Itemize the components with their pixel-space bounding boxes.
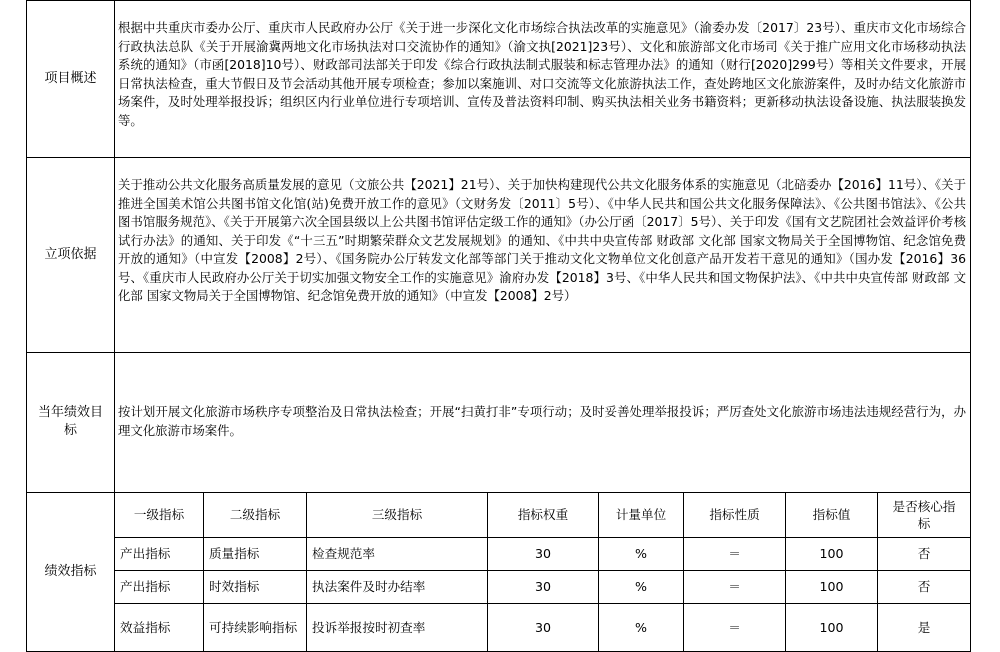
goal-text: 按计划开展文化旅游市场秩序专项整治及日常执法检查；开展“扫黄打非”专项行动；及时妥善处理举报投诉；严厉查处文化旅游市场违法违规经营行为，办理文化旅游市场案件。 bbox=[118, 404, 966, 438]
table-row-2-unit: % bbox=[635, 579, 647, 594]
header-nature: 指标性质 bbox=[709, 507, 760, 522]
indicators-label: 绩效指标 bbox=[44, 564, 97, 579]
goal-label: 当年绩效目标 bbox=[37, 405, 103, 438]
overview-label: 项目概述 bbox=[44, 70, 97, 86]
table-row-3-level2: 可持续影响指标 bbox=[209, 619, 298, 635]
basis-text: 关于推动公共文化服务高质量发展的意见（文旅公共【2021】21号）、关于加快构建现代公共文化服务体系的实施意见（北碚委办【2016】11号）、《关于推进全国美术馆公共图书馆文化馆(站)免费开放工作的意见》（文财务发〔2011〕5号）、《中华人民共和国公共文化服务保障法》、《公共图书馆法》、《公共图书馆服务规范》、《关于开展第六次全国县级以上公共图书馆评估定级工作的通知》（办公厅函〔2017〕5号）、关于印发《国有文艺院团社会效益评价考核试行办法》的通知、关于印发《“十三五”时期繁荣群众文艺发展规划》的通知、《中共中央宣传部 财政部 文化部 国家文物局关于全国博物馆、纪念馆免费开放的通知》（中宣发【2008】2号）、《国务院办公厅转发文化部等部门关于推动文化文物单位文化创意产品开发若干意见的通知》（国办发【2016】36号、《重庆市人民政府办公厅关于切实加强文物安全工作的实施意见》渝府办发【2018】3号、《中华人民共和国文物保护法》、《中共中央宣传部 财政部 文化部 国家文物局关于全国博物馆、纪念馆免费开放的通知》（中宣发【2008】2号） bbox=[118, 177, 966, 303]
table-row-3-core: 是 bbox=[917, 619, 931, 635]
table-row-3-nature: ＝ bbox=[728, 619, 741, 635]
table-row-1-level1: 产出指标 bbox=[120, 546, 171, 561]
header-level2: 二级指标 bbox=[229, 507, 281, 522]
table-row-1-value: 100 bbox=[819, 546, 844, 561]
table-row-3-weight: 30 bbox=[534, 619, 552, 635]
table-row-2-core: 否 bbox=[917, 579, 931, 594]
table-row-3-level1: 效益指标 bbox=[120, 619, 171, 635]
table-row-1-core: 否 bbox=[917, 546, 931, 561]
overview-text: 根据中共重庆市委办公厅、重庆市人民政府办公厅《关于进一步深化文化市场综合执法改革的实施意见》（渝委办发〔2017〕23号）、重庆市文化市场综合行政执法总队《关于开展渝冀两地文化市场执法对口交流协作的通知》（渝文执[2021]23号）、文化和旅游部文化市场司《关于推广应用文化市场移动执法系统的通知》（市函[2018]10号）、财政部司法部关于印发《综合行政执法制式服装和标志管理办法》的通知（财行[2020]299号）等相关文件要求，开展日常执法检查，重大节假日及节会活动其他开展专项检查；参加以案施训、对口交流等文化旅游执法工作，查处跨地区文化旅游案件，及时办结文化旅游市场案件，及时处理举报投诉；组织区内行业单位进行专项培训、宣传及普法资料印制、购买执法相关业务书籍资料；更新移动执法设备设施、执法服装换发等。 bbox=[118, 20, 966, 128]
table-row-2-level1: 产出指标 bbox=[120, 579, 171, 594]
table-row-1-nature: ＝ bbox=[728, 546, 741, 561]
table-row-1-level2: 质量指标 bbox=[209, 546, 260, 561]
header-value: 指标值 bbox=[812, 507, 851, 522]
header-core: 是否核心指标 bbox=[892, 498, 956, 531]
table-row-1-unit: % bbox=[635, 546, 647, 561]
row-divider bbox=[26, 157, 971, 158]
table-top-border bbox=[26, 0, 971, 1]
table-row-2-value: 100 bbox=[819, 579, 844, 594]
table-row-3-value: 100 bbox=[819, 619, 844, 635]
header-level3: 三级指标 bbox=[371, 507, 423, 522]
row-divider bbox=[26, 352, 971, 353]
table-row-2-weight: 30 bbox=[534, 579, 552, 594]
table-row-2-level3: 执法案件及时办结率 bbox=[312, 579, 426, 594]
table-row-3-level3: 投诉举报按时初查率 bbox=[312, 619, 426, 635]
basis-label: 立项依据 bbox=[44, 246, 97, 262]
table-row-1-weight: 30 bbox=[534, 546, 552, 561]
header-weight: 指标权重 bbox=[517, 507, 569, 522]
header-level1: 一级指标 bbox=[133, 507, 185, 522]
table-row-1-level3: 检查规范率 bbox=[312, 546, 375, 561]
table-row-2-level2: 时效指标 bbox=[209, 579, 260, 594]
table-row-3-unit: % bbox=[635, 619, 647, 635]
table-row-2-nature: ＝ bbox=[728, 579, 741, 594]
header-unit: 计量单位 bbox=[615, 507, 667, 522]
